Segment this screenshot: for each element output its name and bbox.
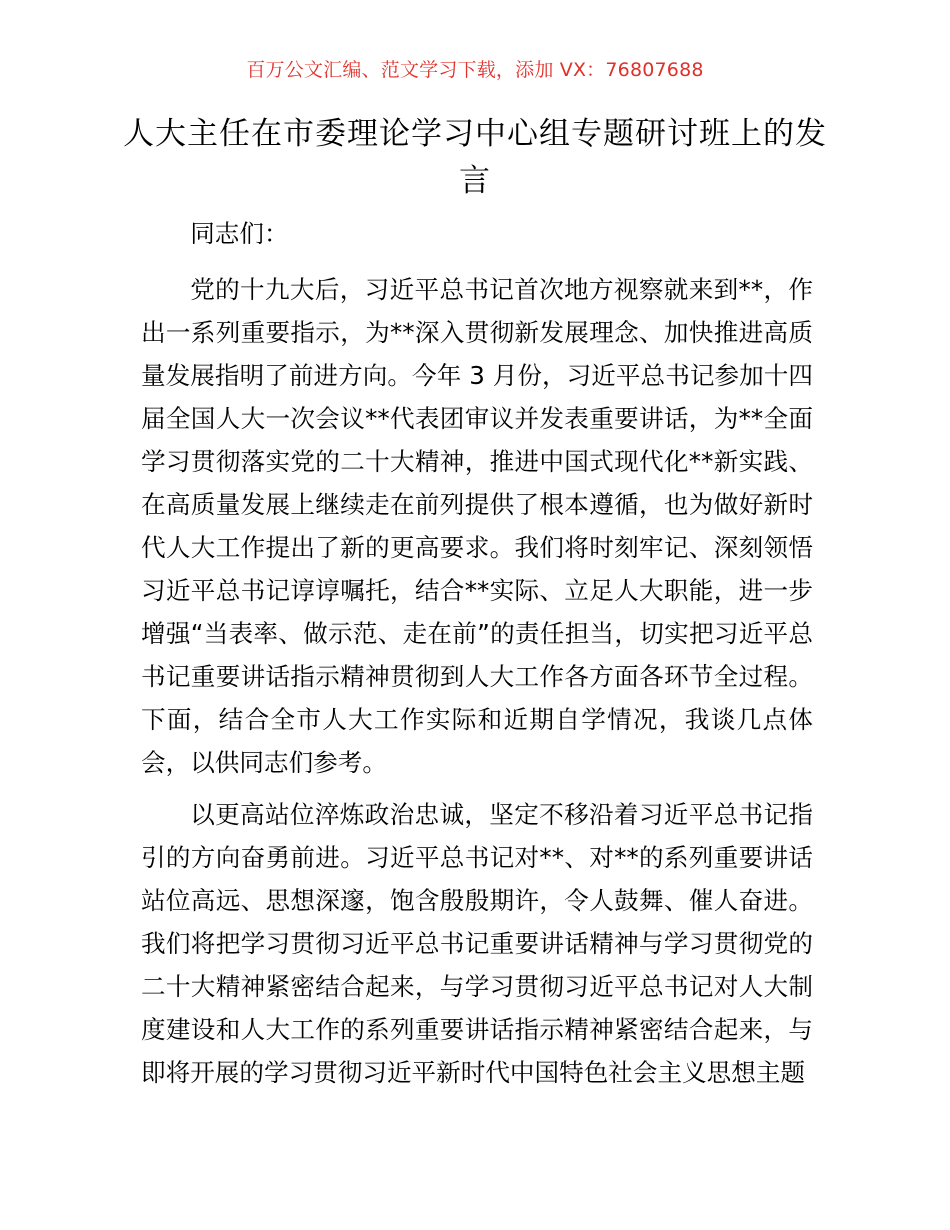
paragraph-1: 党的十九大后，习近平总书记首次地方视察就来到**，作出一系列重要指示，为**深入贯彻新发展理念、加快推进高质量发展指明了前进方向。今年 3 月份，习近平总书记参加十四届全国人大一次会议**代表团审议并发表重要讲话，为**全面学习贯彻落实党的二十大精神，推进中国式现代化**新实践、在高质量发展上继续走在前列提供了根本遵循，也为做好新时代人大工作提出了新的更高要求。我们将时刻牢记、深刻领悟习近平总书记谆谆嘱托，结合**实际、立足人大职能，进一步增强“当表率、做示范、走在前”的责任担当，切实把习近平总书记重要讲话指示精神贯彻到人大工作各方面各环节全过程。下面，结合全市人大工作实际和近期自学情况，我谈几点体会，以供同志们参考。 xyxy=(141,275,813,777)
document-title: 人大主任在市委理论学习中心组专题研讨班上的发言 xyxy=(123,116,827,199)
header-banner: 百万公文汇编、范文学习下载，添加 VX：76807688 xyxy=(246,59,704,81)
paragraph-2: 以更高站位淬炼政治忠诚，坚定不移沿着习近平总书记指引的方向奋勇前进。习近平总书记对**、对**的系列重要讲话站位高远、思想深邃，饱含殷殷期许，令人鼓舞、催人奋进。我们将把学习贯彻习近平总书记重要讲话精神与学习贯彻党的二十大精神紧密结合起来，与学习贯彻习近平总书记对人大制度建设和人大工作的系列重要讲话指示精神紧密结合起来，与即将开展的学习贯彻习近平新时代中国特色社会主义思想主题 xyxy=(141,800,813,1087)
salutation: 同志们： xyxy=(190,219,289,248)
document-body xyxy=(141,212,813,1103)
